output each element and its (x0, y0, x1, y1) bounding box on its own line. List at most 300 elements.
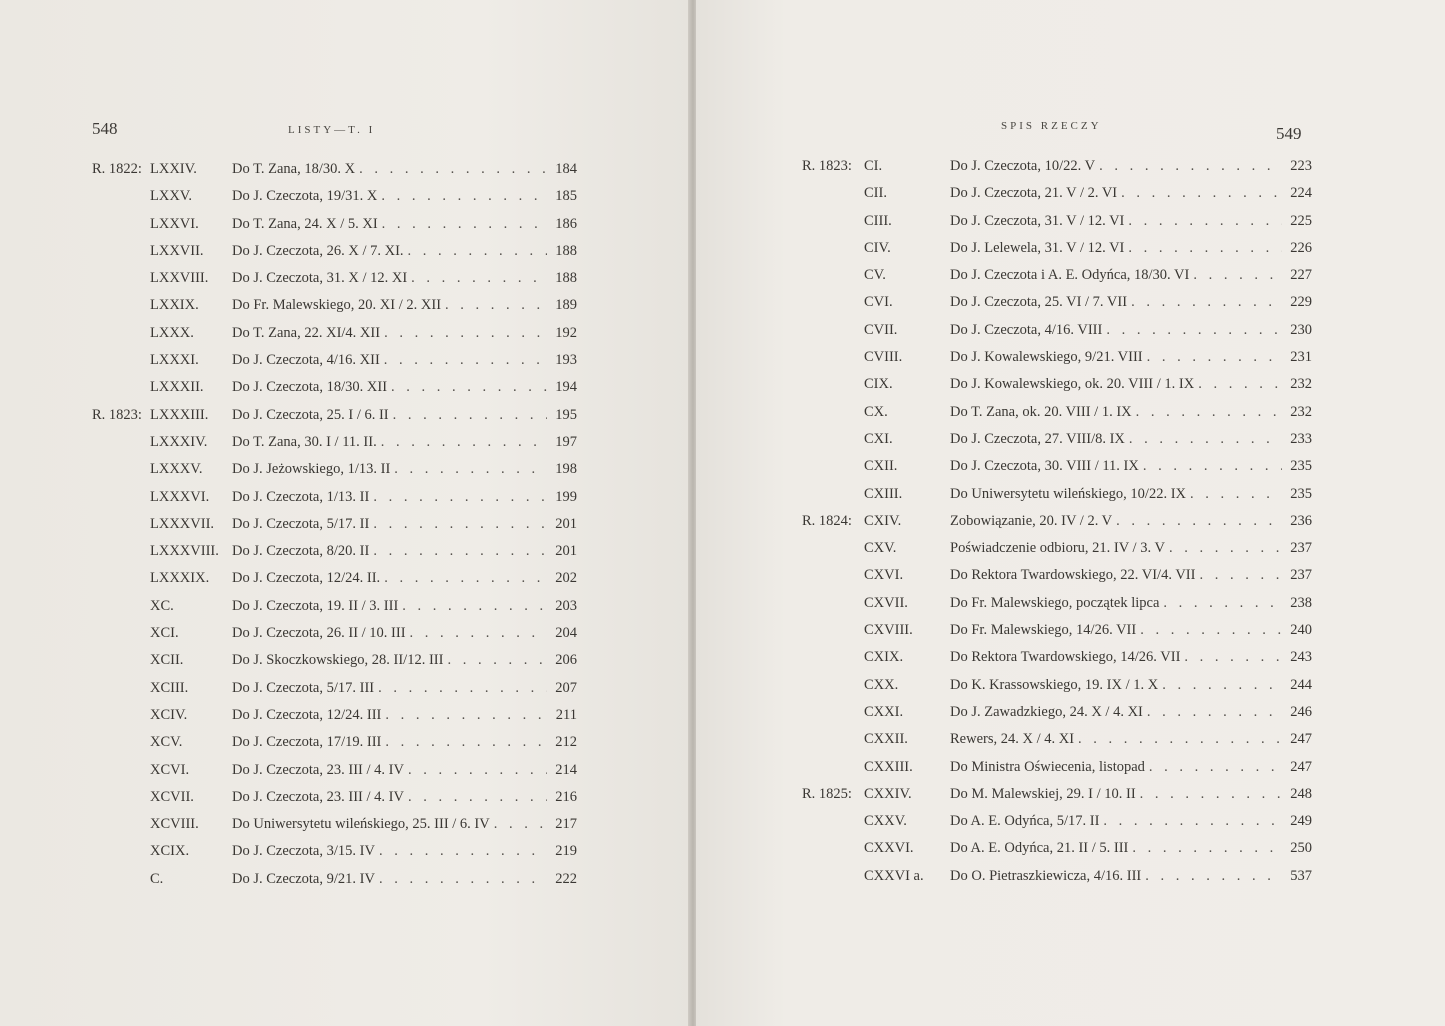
entry-title: Do J. Czeczota, 27. VIII/8. IX (950, 430, 1125, 447)
entry-content (232, 757, 577, 784)
letter-number: LXXXIX. (150, 570, 210, 587)
list-item (92, 620, 582, 647)
entry-content (950, 481, 1312, 508)
entry-title: Do J. Czeczota, 4/16. XII (232, 352, 380, 369)
dot-leader (381, 183, 547, 210)
year-label: R. 1825: (802, 785, 852, 802)
list-item (92, 484, 582, 511)
entry-content (950, 808, 1312, 835)
list-item (802, 644, 1312, 671)
entry-title: Do J. Czeczota, 30. VIII / 11. IX (950, 458, 1139, 475)
letter-number: LXXXIII. (150, 406, 209, 423)
dot-leader (1149, 754, 1282, 781)
page-ref: 212 (555, 734, 577, 751)
page-number: 548 (92, 119, 118, 138)
list-item (802, 508, 1312, 535)
page-ref: 197 (555, 433, 577, 450)
page-ref: 231 (1290, 349, 1312, 366)
entry-content (950, 180, 1312, 207)
page-ref: 243 (1290, 649, 1312, 666)
entry-content (950, 672, 1312, 699)
dot-leader (447, 647, 547, 674)
entry-title: Do J. Jeżowskiego, 1/13. II (232, 461, 391, 478)
list-item (802, 235, 1312, 262)
letter-number: LXXXIV. (150, 433, 208, 450)
letter-number: LXXV. (150, 188, 193, 205)
entry-content (950, 590, 1312, 617)
letter-number: CXXIV. (864, 785, 912, 802)
list-item (92, 757, 582, 784)
entry-content (232, 565, 577, 592)
letter-number: CIV. (864, 239, 891, 256)
entry-title: Do T. Zana, 22. XI/4. XII (232, 324, 381, 341)
list-item (92, 784, 582, 811)
dot-leader (1078, 726, 1282, 753)
list-item (92, 156, 582, 183)
letter-number: LXXXII. (150, 379, 204, 396)
dot-leader (379, 838, 547, 865)
dot-leader (1198, 371, 1282, 398)
dot-leader (1103, 808, 1282, 835)
list-item (92, 565, 582, 592)
entry-content (950, 781, 1312, 808)
dot-leader (1128, 208, 1282, 235)
dot-leader (373, 538, 547, 565)
page-ref: 238 (1290, 594, 1312, 611)
dot-leader (1106, 317, 1282, 344)
list-item (92, 292, 582, 319)
entry-title: Do J. Czeczota, 17/19. III (232, 734, 382, 751)
entry-title: Do T. Zana, 18/30. X (232, 161, 356, 177)
list-item (802, 835, 1312, 862)
entry-content (232, 292, 577, 319)
letter-number: XCV. (150, 734, 183, 751)
page-ref: 216 (555, 788, 577, 805)
page-ref: 192 (555, 324, 577, 341)
letter-number: CXII. (864, 458, 898, 475)
letter-number: XCII. (150, 652, 184, 669)
page-ref: 226 (1290, 239, 1312, 256)
entry-content (232, 511, 577, 538)
letter-number: CV. (864, 267, 886, 284)
entry-content (950, 371, 1312, 398)
page-ref: 537 (1290, 867, 1312, 884)
page-number: 549 (1276, 124, 1302, 143)
letter-number: XCVIII. (150, 816, 199, 833)
entry-content (950, 235, 1312, 262)
list-item (802, 453, 1312, 480)
dot-leader (391, 374, 547, 401)
list-item (802, 863, 1312, 890)
dot-leader (1147, 699, 1282, 726)
list-item (802, 399, 1312, 426)
entry-title: Do A. E. Odyńca, 21. II / 5. III (950, 840, 1129, 857)
letter-number: LXXVI. (150, 215, 199, 232)
letter-number: CXXVI a. (864, 867, 924, 884)
entry-content (950, 289, 1312, 316)
entry-content (950, 399, 1312, 426)
entry-title: Do J. Czeczota, 8/20. II (232, 543, 370, 560)
page-ref: 225 (1290, 212, 1312, 229)
letter-number: CXIII. (864, 485, 903, 502)
running-head: LISTY—T. I (288, 124, 376, 136)
entry-content (232, 320, 577, 347)
entry-content (950, 535, 1312, 562)
entry-content (232, 620, 577, 647)
entry-content (950, 262, 1312, 289)
dot-leader (1169, 535, 1282, 562)
page-ref: 247 (1290, 731, 1312, 748)
list-item (802, 617, 1312, 644)
contents-list (92, 156, 582, 893)
year-label: R. 1824: (802, 512, 852, 529)
list-item (802, 699, 1312, 726)
letter-number: C. (150, 870, 164, 887)
letter-number: XCIX. (150, 843, 190, 860)
year-label: R. 1822: (92, 161, 142, 177)
list-item (802, 562, 1312, 589)
entry-content (232, 374, 577, 401)
page-ref: 203 (555, 597, 577, 614)
page-ref: 230 (1290, 321, 1312, 338)
dot-leader (385, 702, 547, 729)
entry-title: Do J. Kowalewskiego, 9/21. VIII (950, 349, 1143, 366)
page-ref: 249 (1290, 813, 1312, 830)
entry-title: Do J. Czeczota, 19/31. X (232, 188, 378, 205)
entry-content (232, 238, 577, 265)
letter-number: XCI. (150, 625, 179, 642)
page-ref: 246 (1290, 703, 1312, 720)
letter-number: CVI. (864, 294, 893, 311)
list-item (802, 754, 1312, 781)
dot-leader (408, 757, 547, 784)
list-item (92, 511, 582, 538)
page-ref: 188 (555, 242, 577, 259)
entry-content (232, 402, 577, 429)
page-ref: 207 (555, 679, 577, 696)
entry-content (232, 702, 577, 729)
list-item (802, 590, 1312, 617)
list-item (802, 726, 1312, 753)
entry-content (950, 754, 1312, 781)
page-ref: 188 (555, 270, 577, 287)
dot-leader (379, 866, 547, 893)
page-ref: 232 (1290, 403, 1312, 420)
entry-content (232, 675, 577, 702)
letter-number: XCIV. (150, 706, 188, 723)
entry-title: Do Ministra Oświecenia, listopad (950, 758, 1145, 775)
entry-content (232, 211, 577, 238)
dot-leader (1143, 453, 1282, 480)
dot-leader (1116, 508, 1282, 535)
letter-number: LXXXVI. (150, 488, 210, 505)
list-item (802, 426, 1312, 453)
entry-title: Do Fr. Malewskiego, 20. XI / 2. XII (232, 297, 442, 314)
entry-title: Do J. Czeczota, 23. III / 4. IV (232, 761, 404, 778)
letter-number: LXXXVIII. (150, 543, 219, 560)
dot-leader (494, 811, 547, 838)
entry-content (950, 644, 1312, 671)
entry-content (950, 317, 1312, 344)
list-item (92, 402, 582, 429)
dot-leader (385, 729, 547, 756)
page-ref: 219 (555, 843, 577, 860)
page-ref: 227 (1290, 267, 1312, 284)
entry-title: Do J. Czeczota, 12/24. III (232, 706, 382, 723)
letter-number: LXXIX. (150, 297, 199, 314)
entry-content (950, 699, 1312, 726)
page-ref: 217 (555, 816, 577, 833)
entry-title: Do Fr. Malewskiego, początek lipca (950, 594, 1160, 611)
dot-leader (1140, 781, 1282, 808)
list-item (92, 593, 582, 620)
entry-title: Do T. Zana, 24. X / 5. XI (232, 215, 378, 232)
letter-number: CXIX. (864, 649, 904, 666)
entry-title: Do J. Czeczota, 4/16. VIII (950, 321, 1103, 338)
list-item (802, 289, 1312, 316)
list-item (802, 317, 1312, 344)
letter-number: LXXXVII. (150, 515, 215, 532)
entry-content (232, 647, 577, 674)
entry-title: Do A. E. Odyńca, 5/17. II (950, 813, 1100, 830)
entry-content (232, 593, 577, 620)
right-page (696, 0, 1445, 1026)
page-ref: 235 (1290, 485, 1312, 502)
entry-content (232, 729, 577, 756)
page-ref: 204 (555, 625, 577, 642)
entry-title: Do Fr. Malewskiego, 14/26. VII (950, 622, 1137, 639)
entry-content (232, 156, 577, 183)
entry-title: Rewers, 24. X / 4. XI (950, 731, 1075, 748)
page-ref: 189 (555, 297, 577, 314)
list-item (92, 265, 582, 292)
list-item (92, 374, 582, 401)
list-item (802, 344, 1312, 371)
dot-leader (1193, 262, 1282, 289)
letter-number: CVIII. (864, 349, 903, 366)
entry-title: Do T. Zana, ok. 20. VIII / 1. IX (950, 403, 1132, 420)
entry-title: Do J. Lelewela, 31. V / 12. VI (950, 239, 1125, 256)
entry-content (232, 484, 577, 511)
letter-number: LXXIV. (150, 161, 197, 177)
dot-leader (1136, 399, 1282, 426)
entry-content (232, 838, 577, 865)
entry-title: Do J. Czeczota, 3/15. IV (232, 843, 375, 860)
page-ref: 211 (555, 706, 577, 723)
dot-leader (384, 320, 547, 347)
letter-number: XCIII. (150, 679, 189, 696)
page-ref: 193 (555, 352, 577, 369)
page-ref: 223 (1290, 158, 1312, 174)
list-item (92, 866, 582, 893)
letter-number: LXXVIII. (150, 270, 209, 287)
entry-content (950, 562, 1312, 589)
list-item (92, 238, 582, 265)
dot-leader (378, 675, 547, 702)
letter-number: CXXIII. (864, 758, 913, 775)
entry-content (950, 617, 1312, 644)
letter-number: CXVII. (864, 594, 908, 611)
contents-list (802, 153, 1312, 890)
letter-number: CVII. (864, 321, 898, 338)
page-ref: 195 (555, 406, 577, 423)
dot-leader (1190, 481, 1282, 508)
dot-leader (359, 156, 547, 183)
entry-content (950, 508, 1312, 535)
list-item (802, 208, 1312, 235)
entry-content (950, 453, 1312, 480)
list-item (802, 481, 1312, 508)
entry-title: Do Uniwersytetu wileńskiego, 25. III / 6. IV (232, 816, 490, 833)
page-ref: 201 (555, 543, 577, 560)
dot-leader (1132, 835, 1282, 862)
letter-number: CIII. (864, 212, 892, 229)
dot-leader (402, 593, 547, 620)
list-item (92, 538, 582, 565)
letter-number: XC. (150, 597, 174, 614)
entry-content (232, 538, 577, 565)
page-ref: 244 (1290, 676, 1312, 693)
page-ref: 250 (1290, 840, 1312, 857)
page-ref: 206 (555, 652, 577, 669)
entry-title: Do J. Czeczota, 26. X / 7. XI. (232, 242, 404, 259)
letter-number: CXXII. (864, 731, 908, 748)
page-ref: 233 (1290, 430, 1312, 447)
dot-leader (410, 620, 547, 647)
letter-number: LXXVII. (150, 242, 204, 259)
entry-content (950, 208, 1312, 235)
entry-title: Do J. Czeczota, 19. II / 3. III (232, 597, 399, 614)
entry-title: Do J. Czeczota, 18/30. XII (232, 379, 388, 396)
letter-number: LXXXV. (150, 461, 203, 478)
letter-number: XCVI. (150, 761, 190, 778)
page-ref: 240 (1290, 622, 1312, 639)
list-item (802, 153, 1312, 180)
letter-number: XCVII. (150, 788, 194, 805)
list-item (92, 211, 582, 238)
entry-title: Do J. Czeczota, 9/21. IV (232, 870, 375, 887)
dot-leader (373, 484, 547, 511)
dot-leader (384, 565, 547, 592)
entry-content (950, 344, 1312, 371)
entry-content (950, 835, 1312, 862)
entry-content (232, 811, 577, 838)
left-page (0, 0, 690, 1026)
page-ref: 229 (1290, 294, 1312, 311)
entry-content (232, 784, 577, 811)
entry-title: Do J. Czeczota, 25. VI / 7. VII (950, 294, 1128, 311)
list-item (92, 347, 582, 374)
entry-title: Do O. Pietraszkiewicza, 4/16. III (950, 867, 1142, 884)
dot-leader (1163, 590, 1282, 617)
list-item (92, 729, 582, 756)
year-label: R. 1823: (92, 406, 142, 423)
dot-leader (393, 402, 547, 429)
entry-content (950, 426, 1312, 453)
page-ref: 199 (555, 488, 577, 505)
list-item (92, 320, 582, 347)
list-item (802, 781, 1312, 808)
entry-content (232, 265, 577, 292)
entry-title: Do J. Czeczota, 23. III / 4. IV (232, 788, 404, 805)
dot-leader (411, 265, 547, 292)
letter-number: CIX. (864, 376, 893, 393)
page-ref: 186 (555, 215, 577, 232)
dot-leader (1162, 672, 1282, 699)
entry-title: Poświadczenie odbioru, 21. IV / 3. V (950, 540, 1165, 557)
page-ref: 237 (1290, 567, 1312, 584)
letter-number: LXXX. (150, 324, 194, 341)
letter-number: LXXXI. (150, 352, 199, 369)
entry-title: Do T. Zana, 30. I / 11. II. (232, 433, 377, 450)
entry-title: Do Rektora Twardowskiego, 14/26. VII (950, 649, 1181, 666)
dot-leader (1131, 289, 1282, 316)
entry-content (232, 456, 577, 483)
dot-leader (1129, 426, 1282, 453)
dot-leader (1199, 562, 1282, 589)
dot-leader (381, 429, 547, 456)
letter-number: CXX. (864, 676, 899, 693)
page-ref: 202 (555, 570, 577, 587)
entry-title: Do J. Czeczota i A. E. Odyńca, 18/30. VI (950, 267, 1190, 284)
dot-leader (1147, 344, 1282, 371)
entry-content (232, 866, 577, 893)
entry-title: Do J. Czeczota, 31. V / 12. VI (950, 212, 1125, 229)
dot-leader (382, 211, 547, 238)
page-ref: 224 (1290, 185, 1312, 202)
list-item (92, 429, 582, 456)
page-ref: 222 (555, 870, 577, 887)
dot-leader (1128, 235, 1282, 262)
entry-title: Do J. Czeczota, 12/24. II. (232, 570, 381, 587)
dot-leader (384, 347, 547, 374)
page-ref: 214 (555, 761, 577, 778)
page-ref: 185 (555, 188, 577, 205)
entry-content (950, 153, 1312, 180)
dot-leader (1145, 863, 1282, 890)
dot-leader (373, 511, 547, 538)
dot-leader (1140, 617, 1282, 644)
list-item (802, 371, 1312, 398)
dot-leader (408, 238, 547, 265)
dot-leader (1184, 644, 1282, 671)
page-ref: 194 (555, 379, 577, 396)
list-item (802, 262, 1312, 289)
entry-title: Zobowiązanie, 20. IV / 2. V (950, 512, 1113, 529)
running-head: SPIS RZECZY (1001, 120, 1102, 132)
entry-title: Do J. Czeczota, 31. X / 12. XI (232, 270, 408, 287)
dot-leader (445, 292, 547, 319)
entry-content (232, 429, 577, 456)
letter-number: CXVIII. (864, 622, 913, 639)
list-item (802, 535, 1312, 562)
entry-title: Do J. Czeczota, 26. II / 10. III (232, 625, 406, 642)
entry-title: Do K. Krassowskiego, 19. IX / 1. X (950, 676, 1159, 693)
dot-leader (408, 784, 547, 811)
letter-number: CXXV. (864, 813, 907, 830)
page-ref: 198 (555, 461, 577, 478)
entry-title: Do J. Czeczota, 25. I / 6. II (232, 406, 389, 423)
year-label: R. 1823: (802, 158, 852, 174)
list-item (92, 456, 582, 483)
page-ref: 235 (1290, 458, 1312, 475)
letter-number: CII. (864, 185, 887, 202)
entry-title: Do Rektora Twardowskiego, 22. VI/4. VII (950, 567, 1196, 584)
list-item (92, 183, 582, 210)
entry-title: Do J. Czeczota, 1/13. II (232, 488, 370, 505)
entry-title: Do J. Czeczota, 5/17. III (232, 679, 375, 696)
dot-leader (1121, 180, 1282, 207)
